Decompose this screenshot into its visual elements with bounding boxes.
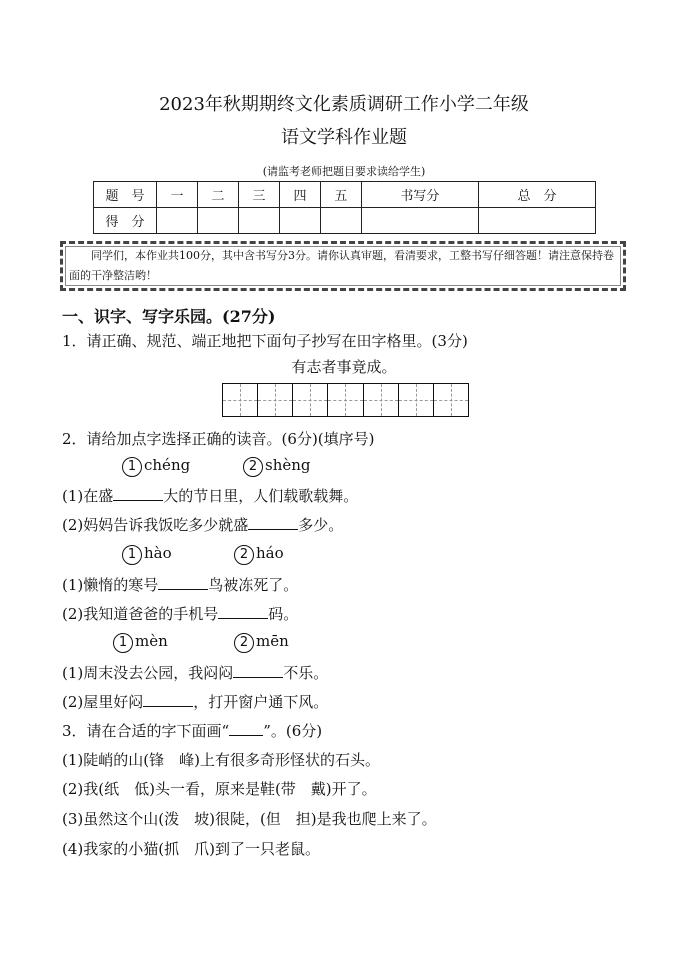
item-text: 大的节日里，人们载歌载舞。: [163, 487, 359, 505]
question-1-prompt: 1．请正确、规范、端正地把下面句子抄写在田字格里。(3分): [62, 332, 468, 350]
grid-cell[interactable]: [223, 384, 258, 416]
question-3-prompt: [62, 720, 322, 741]
item-text: (2)屋里好闷: [62, 693, 144, 711]
pinyin-text: háo: [256, 544, 284, 562]
score-cell: 一: [157, 182, 198, 208]
question-item: (4)我家的小猫(抓 爪)到了一只老鼠。: [62, 840, 320, 858]
answer-blank[interactable]: [218, 604, 268, 619]
option-number: 2: [234, 633, 254, 653]
question-item: [62, 691, 328, 712]
grid-cell[interactable]: [399, 384, 434, 416]
score-cell: 得 分: [94, 208, 157, 234]
score-cell: 书写分: [361, 182, 478, 208]
pinyin-text: mēn: [256, 632, 289, 650]
question-item: [62, 603, 298, 624]
item-text: 鸟被冻死了。: [208, 576, 299, 594]
score-input-cell[interactable]: [238, 208, 279, 234]
score-cell: 题 号: [94, 182, 157, 208]
score-cell: 四: [279, 182, 320, 208]
pinyin-option: [113, 632, 168, 653]
notice-text: 同学们，本作业共100分，其中含书写分3分。请你认真审题，看清要求，工整书写仔细答题！请注意保持卷面的干净整洁哟！: [69, 249, 614, 282]
pinyin-option: [122, 544, 172, 565]
option-number: 2: [243, 457, 263, 477]
question-item: (3)虽然这个山(泼 坡)很陡，(但 担)是我也爬上来了。: [62, 810, 437, 828]
score-cell: 三: [238, 182, 279, 208]
grid-cell[interactable]: [364, 384, 399, 416]
score-input-cell[interactable]: [157, 208, 198, 234]
option-number: 2: [234, 545, 254, 565]
answer-blank[interactable]: [233, 663, 283, 678]
score-cell: 二: [197, 182, 238, 208]
answer-blank[interactable]: [143, 692, 193, 707]
item-text: ，打开窗户通下风。: [193, 693, 329, 711]
question-item: [62, 662, 328, 683]
question-item: (1)陡峭的山(锋 峰)上有很多奇形怪状的石头。: [62, 751, 380, 769]
exam-title-line2: 语文学科作业题: [281, 127, 407, 148]
question-item: [62, 574, 298, 595]
item-text: (1)懒惰的寒号: [62, 576, 159, 594]
pinyin-option: [234, 544, 284, 565]
copy-sentence: 有志者事竟成。: [291, 358, 397, 376]
prompt-text: 3．请在合适的字下面画“: [62, 722, 230, 740]
pinyin-text: shèng: [265, 456, 311, 474]
item-text: (1)在盛: [62, 487, 114, 505]
score-table: [93, 181, 596, 234]
underline-sample: [229, 723, 263, 736]
item-text: 多少。: [298, 516, 344, 534]
question-item: [62, 514, 343, 535]
item-text: 码。: [268, 605, 299, 623]
pinyin-text: hào: [144, 544, 172, 562]
score-input-cell[interactable]: [197, 208, 238, 234]
score-table-score-row: [94, 208, 596, 234]
pinyin-text: chéng: [144, 456, 191, 474]
item-text: (1)周末没去公园，我闷闷: [62, 664, 234, 682]
answer-blank[interactable]: [158, 575, 208, 590]
grid-cell[interactable]: [258, 384, 293, 416]
grid-cell[interactable]: [328, 384, 363, 416]
item-text: 不乐。: [283, 664, 329, 682]
pinyin-option: [243, 456, 311, 477]
score-input-cell[interactable]: [320, 208, 361, 234]
pinyin-option: [234, 632, 289, 653]
answer-blank[interactable]: [248, 515, 298, 530]
notice-box: [60, 241, 626, 291]
option-number: 1: [122, 545, 142, 565]
pinyin-text: mèn: [135, 632, 168, 650]
writing-grid[interactable]: [222, 383, 469, 417]
exam-title-line1: 2023年秋期期终文化素质调研工作小学二年级: [159, 94, 529, 115]
question-item: (2)我(纸 低)头一看，原来是鞋(带 戴)开了。: [62, 780, 377, 798]
item-text: (2)我知道爸爸的手机号: [62, 605, 219, 623]
grid-cell[interactable]: [293, 384, 328, 416]
score-cell: 总 分: [478, 182, 595, 208]
score-cell: 五: [320, 182, 361, 208]
score-table-header-row: [94, 182, 596, 208]
question-item: [62, 485, 358, 506]
question-2-prompt: 2．请给加点字选择正确的读音。(6分)(填序号): [62, 430, 375, 448]
score-input-cell[interactable]: [361, 208, 478, 234]
pinyin-option: [122, 456, 190, 477]
score-input-cell[interactable]: [279, 208, 320, 234]
item-text: (2)妈妈告诉我饭吃多少就盛: [62, 516, 249, 534]
prompt-text: ”。(6分): [263, 722, 323, 740]
option-number: 1: [122, 457, 142, 477]
option-number: 1: [113, 633, 133, 653]
grid-cell[interactable]: [434, 384, 468, 416]
score-input-cell[interactable]: [478, 208, 595, 234]
proctor-hint: (请监考老师把题目要求读给学生): [262, 165, 426, 178]
answer-blank[interactable]: [113, 486, 163, 501]
section-heading: 一、识字、写字乐园。(27分): [62, 307, 276, 326]
